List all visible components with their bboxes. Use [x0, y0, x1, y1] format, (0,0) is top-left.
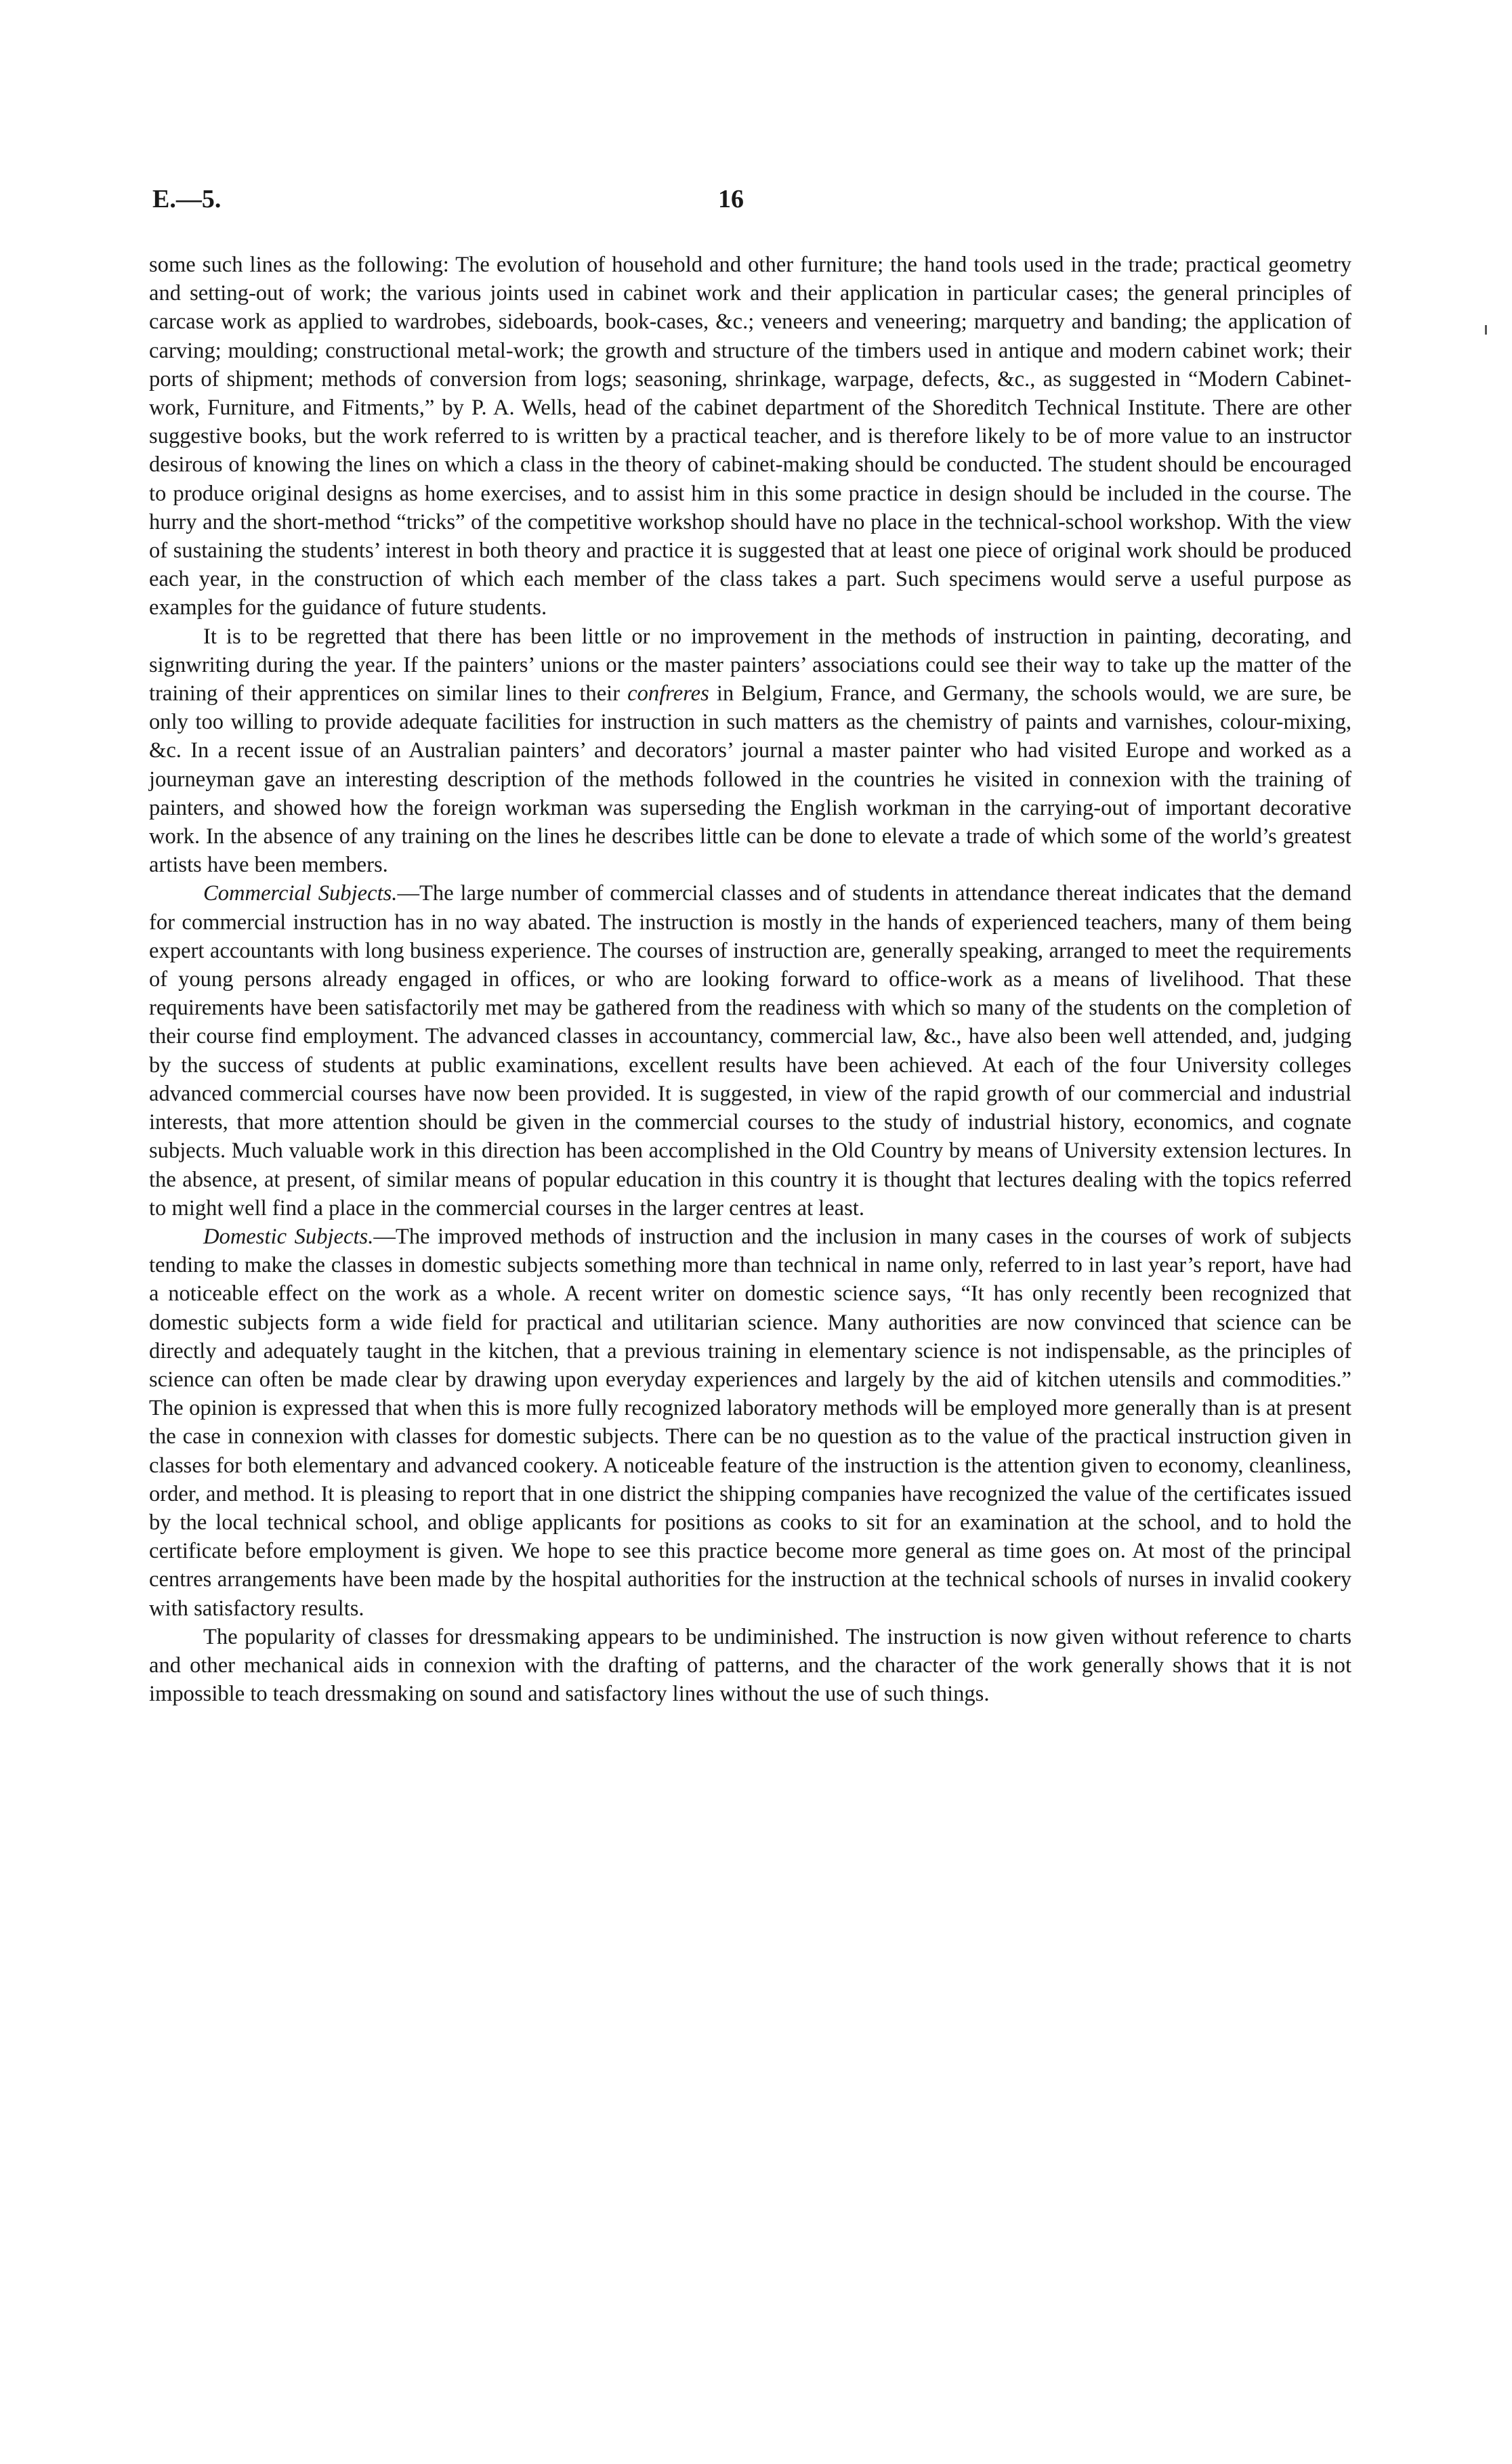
paragraph-text: some such lines as the following: The evolution of household and other furniture; the hand tools used in the trade; practical geometry and setting-out of work; the various joints used in cabinet work and their application in particular cases; the general principles of carcase work as applied to wardrobes, sideboards, book-cases, &c.; veneers and veneering; marquetry and banding; the application of carving; moulding; constructional metal-work; the growth and structure of the timbers used in antique and modern cabinet work; their ports of shipment; methods of conversion from logs; seasoning, shrinkage, warpage, defects, &c., as suggested in “Modern Cabinet-work, Furniture, and Fitments,” by P. A. Wells, head of the cabinet department of the Shoreditch Technical Institute. There are other suggestive books, but the work referred to is written by a practical teacher, and is therefore likely to be of more value to an instructor desirous of knowing the lines on which a class in the theory of cabinet-making should be conducted. The student should be encouraged to produce original designs as home exercises, and to assist him in this some practice in design should be included in the course. The hurry and the short-method “tricks” of the competitive workshop should have no place in the technical-school workshop. With the view of sustaining the students’ interest in both theory and practice it is suggested that at least one piece of original work should be produced each year, in the construction of which each member of the class takes a part. Such specimens would serve a useful purpose as examples for the guidance of future students.: [149, 253, 1351, 620]
paragraph-text: The popularity of classes for dressmaking appears to be undiminished. The instruction is now given without reference to charts and other mechanical aids in connexion with the drafting of patterns, and the character of the work generally shows that it is not impossible to teach dressmaking on sound and satisfactory lines without the use of such things.: [149, 1624, 1351, 1707]
paragraph-text: in Belgium, France, and Germany, the schools would, we are sure, be only too willing to provide adequate facilities for instruction in such matters as the chemistry of paints and varnishes, colour-mixing, &c. In a recent issue of an Australian painters’ and decorators’ journal a master painter who had visited Europe and worked as a journeyman gave an interesting description of the methods followed in the countries he visited in connexion with the training of painters, and showed how the foreign workman was superseding the English workman in the carrying-out of important decorative work. In the absence of any training on the lines he describes little can be done to elevate a trade of which some of the world’s greatest artists have been members.: [149, 681, 1351, 878]
margin-mark: [1485, 325, 1487, 335]
body-text: [149, 251, 1351, 1708]
document-reference: E.—5.: [152, 185, 222, 213]
section-heading-domestic: Domestic Subjects.: [203, 1224, 374, 1249]
section-heading-commercial: Commercial Subjects.: [203, 881, 398, 906]
paragraph-dressmaking: [149, 1623, 1351, 1709]
paragraph-text: —The large number of commercial classes and of students in attendance thereat indicates that the demand for commercial instruction has in no way abated. The instruction is mostly in the hands of experienced teachers, many of them being expert accountants with long business experience. The courses of instruction are, generally speaking, arranged to meet the requirements of young persons already engaged in offices, or who are looking forward to office-work as a means of livelihood. That these requirements have been satisfactorily met may be gathered from the readiness with which so many of the students on the completion of their course find employment. The advanced classes in accountancy, commercial law, &c., have also been well attended, and, judging by the success of students at public examinations, excellent results have been achieved. At each of the four University colleges advanced commercial courses have now been provided. It is suggested, in view of the rapid growth of our commercial and industrial interests, that more attention should be given in the commercial courses to the study of industrial history, economics, and cognate subjects. Much valuable work in this direction has been accomplished in the Old Country by means of University extension lectures. In the absence, at present, of similar means of popular education in this country it is thought that lectures dealing with the topics referred to might well find a place in the commercial courses in the larger centres at least.: [149, 881, 1351, 1220]
paragraph-cabinet-work: [149, 251, 1351, 622]
italic-term: confreres: [627, 681, 709, 706]
paragraph-domestic-subjects: [149, 1223, 1351, 1623]
paragraph-commercial-subjects: [149, 879, 1351, 1222]
page-number: 16: [718, 185, 744, 213]
page-header: [152, 184, 1351, 225]
paragraph-text: It is to be regretted that there has been little or no improvement in the methods of instruction in painting, decorating, and signwriting during the year. If the painters’ unions or the master painters’ associations could see their way to take up the matter of the training of their apprentices on similar lines to their: [149, 624, 1351, 706]
paragraph-painting: [149, 622, 1351, 880]
paragraph-text: —The improved methods of instruction and the inclusion in many cases in the courses of work of subjects tending to make the classes in domestic subjects something more than technical in name only, referred to in last year’s report, have had a noticeable effect on the work as a whole. A recent writer on domestic science says, “It has only recently been recognized that domestic subjects form a wide field for practical and utilitarian science. Many authorities are now convinced that science can be directly and adequately taught in the kitchen, that a previous training in elementary science is not indispensable, as the principles of science can often be made clear by drawing upon everyday experiences and largely by the aid of kitchen utensils and commodities.” The opinion is expressed that when this is more fully recognized laboratory methods will be employed more generally than is at present the case in connexion with classes for domestic subjects. There can be no question as to the value of the practical instruction given in classes for both elementary and advanced cookery. A noticeable feature of the instruction is the attention given to economy, cleanliness, order, and method. It is pleasing to report that in one district the shipping companies have recognized the value of the certificates issued by the local technical school, and oblige applicants for positions as cooks to sit for an examination at the school, and to hold the certificate before employment is given. We hope to see this practice become more general as time goes on. At most of the principal centres arrangements have been made by the hospital authorities for the instruction at the technical schools of nurses in invalid cookery with satisfactory results.: [149, 1224, 1351, 1621]
